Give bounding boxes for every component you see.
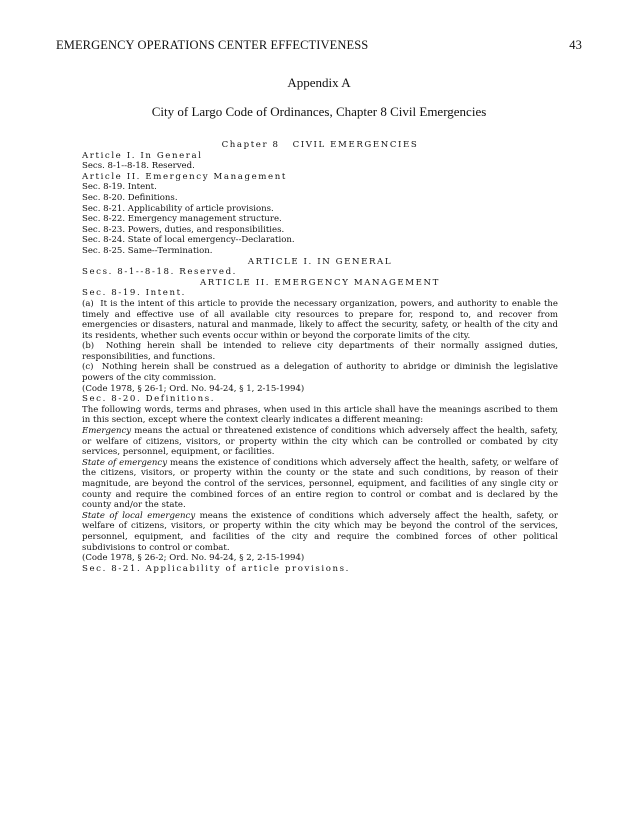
paragraph-8-19-a: (a) It is the intent of this article to provide the necessary organization, powers, and authority to enable the timely and effective use of all available city resources to prepare for, respond to, and recover from emergencies or disasters, natural and manmade, likely to affect the security, safety, or health of the city and its residents, whether such events occur within or beyond the corporate limits of the city.	[82, 298, 561, 341]
article-2-heading: ARTICLE II. EMERGENCY MANAGEMENT	[199, 277, 441, 288]
running-head-title: EMERGENCY OPERATIONS CENTER EFFECTIVENESS	[56, 38, 369, 52]
article-1-reserved: Secs. 8-1--8-18. Reserved.	[82, 267, 238, 278]
appendix-label: Appendix A	[287, 75, 351, 90]
section-heading-8-20: Sec. 8-20. Definitions.	[82, 394, 216, 405]
history-note-8-20: (Code 1978, § 26-2; Ord. No. 94-24, § 2, 2-15-1994)	[82, 553, 305, 564]
definition-state-of-emergency	[82, 458, 558, 511]
toc-item: Article I. In General	[82, 150, 203, 161]
definitions-intro: The following words, terms and phrases, when used in this article shall have the meanings ascribed to them in this section, except where the context clearly indicates a different meaning:	[82, 404, 558, 426]
paragraph-8-19-b: (b) Nothing herein shall be intended to relieve city departments of their normally assigned duties, responsibilities, and functions.	[82, 341, 561, 362]
definition-term: Emergency	[82, 426, 132, 437]
definition-text: means the existence of conditions which adversely affect the health, safety, or welfare of citizens, visitors, or property within the city which may be beyond the control of the services, personnel, equipment, and facilities of the city and require the combined forces of other political subdivisions to control or combat.	[82, 510, 558, 553]
toc-item: Sec. 8-24. State of local emergency--Declaration.	[82, 235, 295, 246]
toc-item: Sec. 8-25. Same--Termination.	[82, 245, 213, 256]
section-heading-8-19: Sec. 8-19. Intent.	[82, 288, 187, 299]
table-of-contents	[82, 151, 558, 257]
definition-emergency	[82, 426, 558, 458]
toc-item: Article II. Emergency Management	[82, 171, 287, 182]
document-body	[82, 140, 561, 574]
toc-item: Sec. 8-20. Definitions.	[82, 192, 178, 203]
definition-text: means the existence of conditions which adversely affect the health, safety, or welfare of the citizens, visitors, or property within the county or the state and such conditions, by reason of their magnitude, are beyond the control of the services, personnel, equipment, and facilities of any single city or county and require the combined forces of an entire region to control or combat and is declared by the county and/or the state.	[82, 457, 558, 511]
paragraph-8-19-c: (c) Nothing herein shall be construed as a delegation of authority to abridge or diminish the legislative powers of the city commission.	[82, 362, 561, 384]
definition-term: State of emergency	[82, 457, 168, 468]
toc-item: Sec. 8-22. Emergency management structure.	[82, 214, 282, 225]
page-number: 43	[569, 38, 582, 52]
appendix-subtitle: City of Largo Code of Ordinances, Chapter 8 Civil Emergencies	[151, 104, 487, 119]
definition-text: means the actual or threatened existence of conditions which adversely affect the health, safety, or welfare of citizens, visitors, or property within the city which can be controlled or combated by city services, personnel, equipment, or facilities.	[82, 426, 558, 458]
definition-state-of-local-emergency	[82, 511, 558, 553]
section-heading-8-21: Sec. 8-21. Applicability of article provisions.	[82, 563, 350, 574]
history-note-8-19: (Code 1978, § 26-1; Ord. No. 94-24, § 1, 2-15-1994)	[82, 383, 305, 394]
toc-item: Sec. 8-21. Applicability of article provisions.	[82, 203, 274, 214]
chapter-heading: Chapter 8 CIVIL EMERGENCIES	[221, 140, 419, 150]
toc-item: Sec. 8-23. Powers, duties, and responsibilities.	[82, 224, 285, 235]
toc-item: Sec. 8-19. Intent.	[82, 182, 157, 193]
article-1-heading: ARTICLE I. IN GENERAL	[247, 256, 393, 267]
definition-term: State of local emergency	[82, 510, 196, 521]
toc-item: Secs. 8-1--8-18. Reserved.	[82, 161, 195, 172]
